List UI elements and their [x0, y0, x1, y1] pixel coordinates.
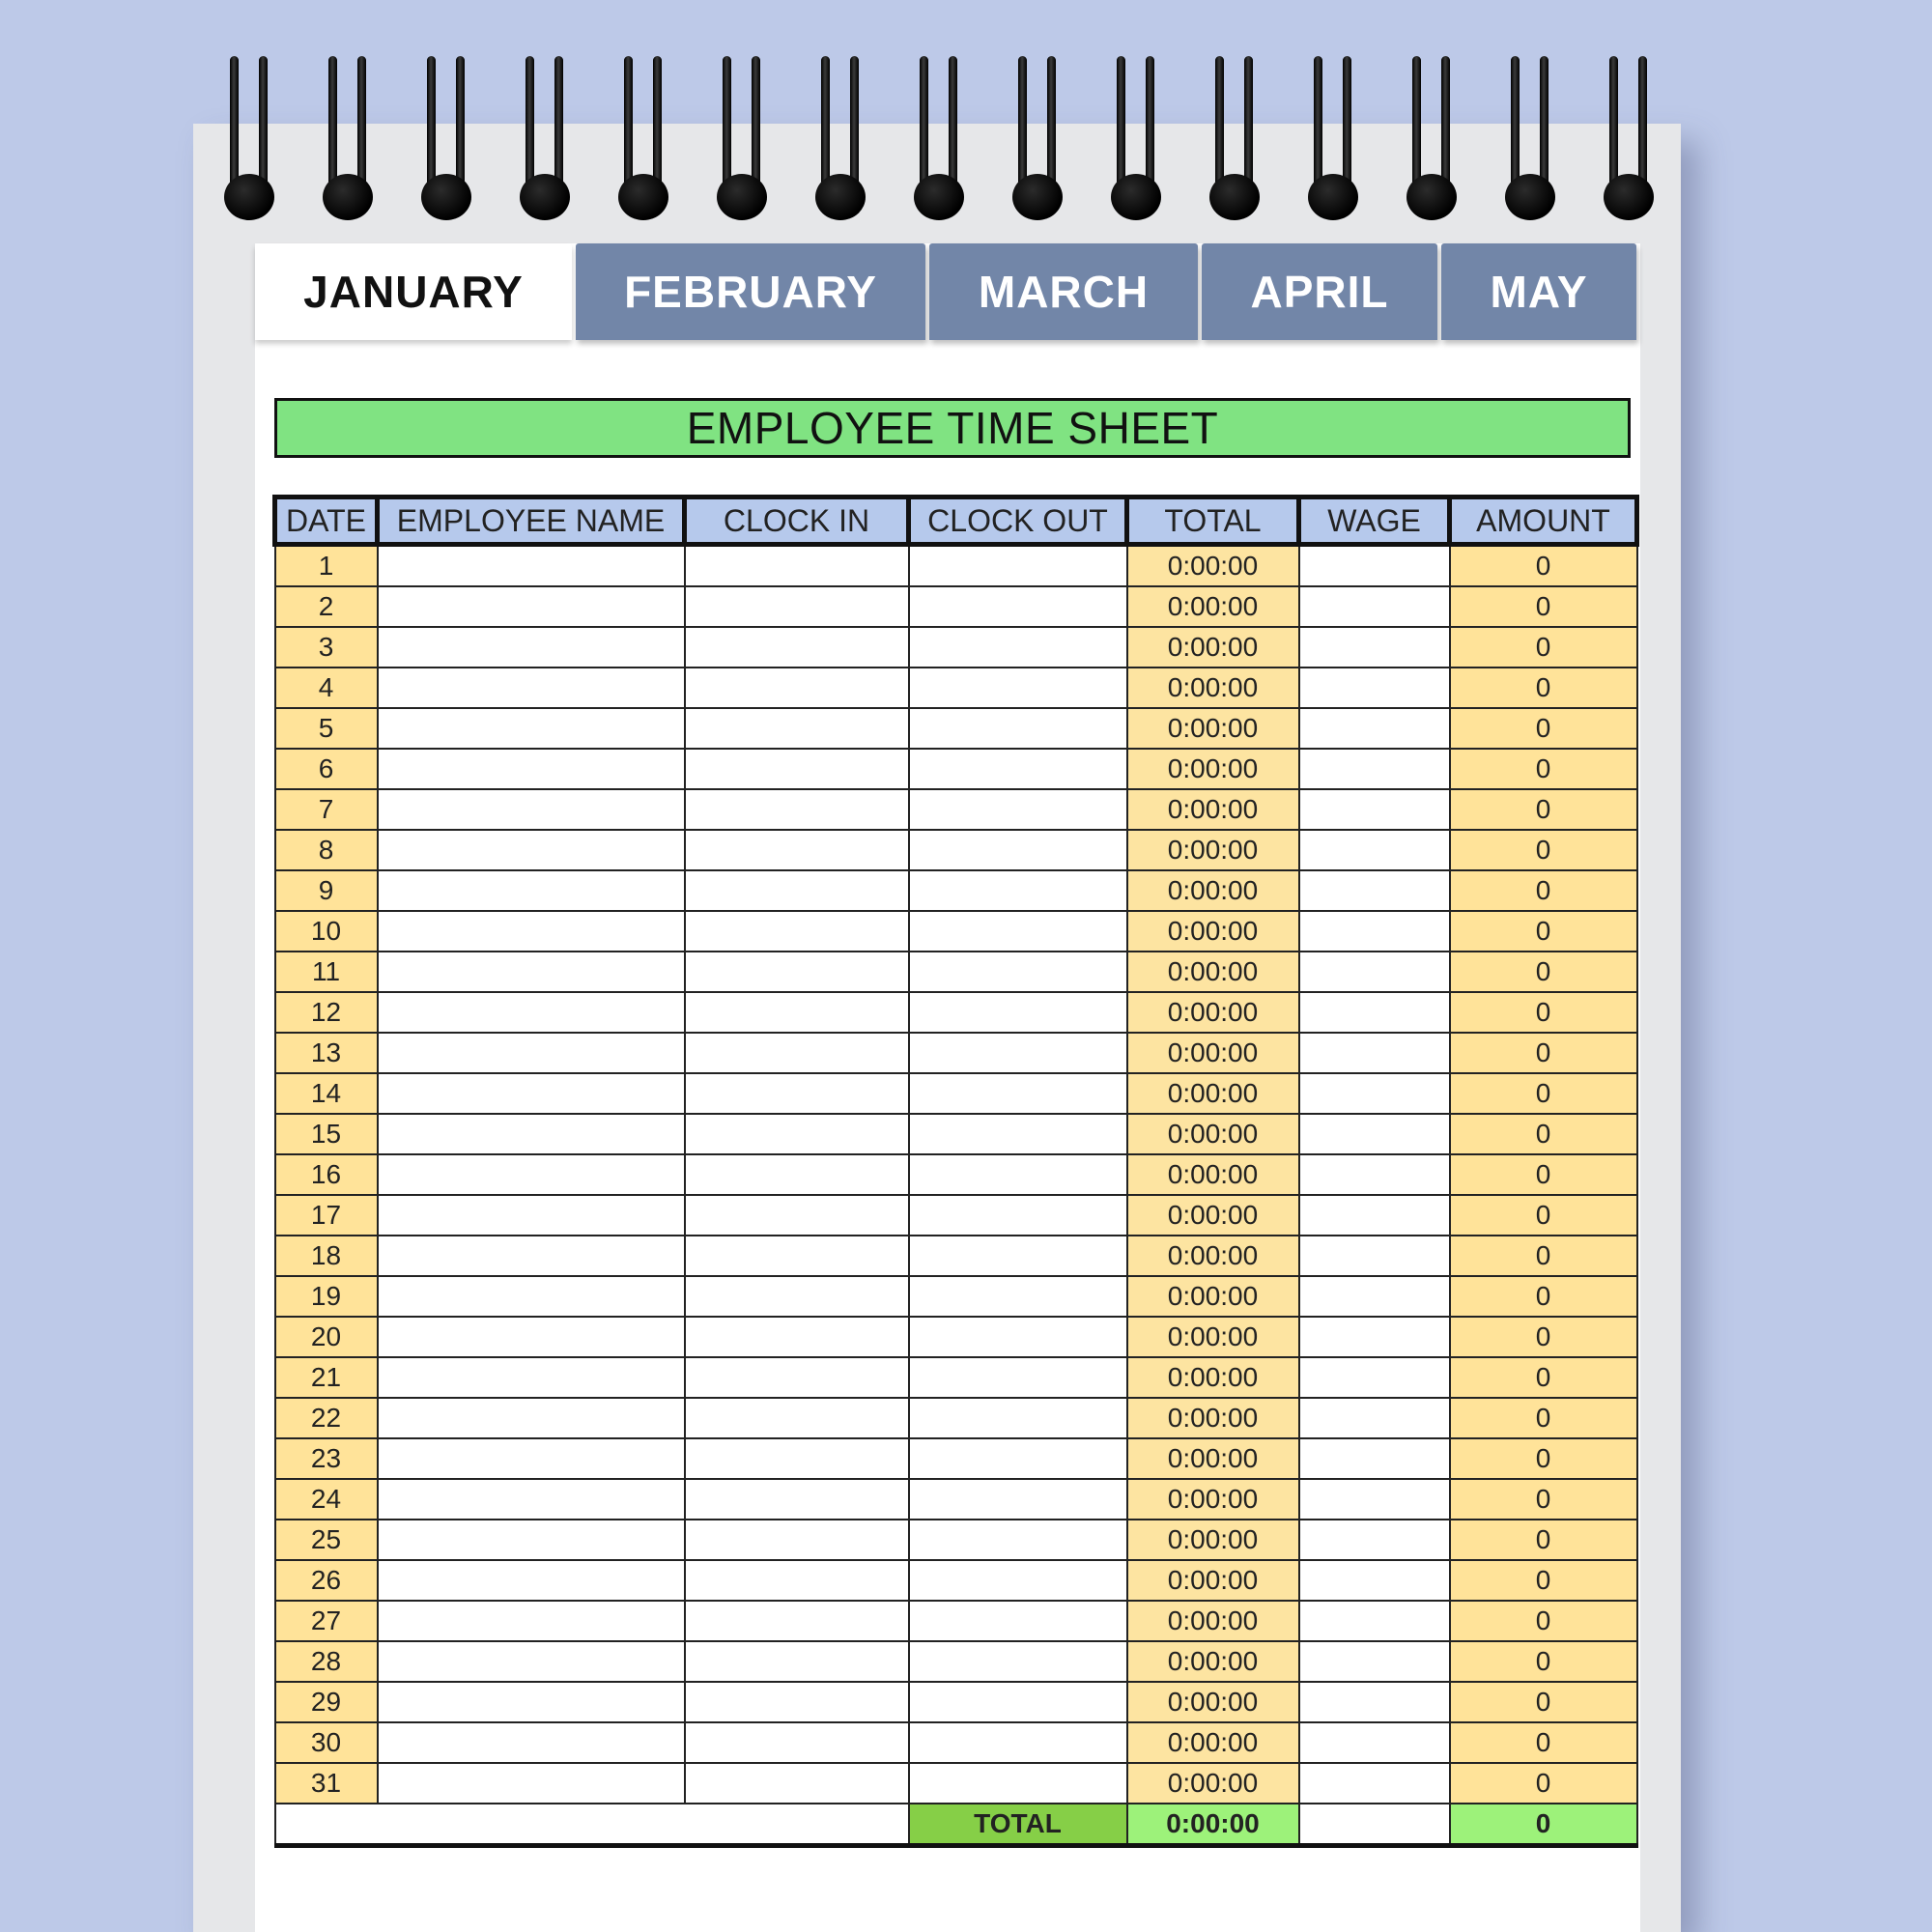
table-row [275, 668, 1637, 708]
footer-total-time: 0:00:00 [1127, 1804, 1299, 1846]
wage-cell[interactable] [1299, 1073, 1450, 1114]
wage-cell[interactable] [1299, 1479, 1450, 1520]
header-clock-in: CLOCK IN [685, 497, 909, 545]
clock-out-cell[interactable] [909, 1641, 1127, 1682]
clock-out-cell[interactable] [909, 1601, 1127, 1641]
table-row [275, 708, 1637, 749]
amount-cell: 0 [1450, 1114, 1637, 1154]
table-row [275, 1357, 1637, 1398]
amount-cell: 0 [1450, 1033, 1637, 1073]
date-cell: 19 [275, 1276, 378, 1317]
clock-out-cell[interactable] [909, 1763, 1127, 1804]
tab-march[interactable]: MARCH [929, 243, 1198, 340]
date-cell: 28 [275, 1641, 378, 1682]
amount-cell: 0 [1450, 668, 1637, 708]
wage-cell[interactable] [1299, 1357, 1450, 1398]
wage-cell[interactable] [1299, 1601, 1450, 1641]
wage-cell[interactable] [1299, 789, 1450, 830]
table-row [275, 586, 1637, 627]
date-cell: 15 [275, 1114, 378, 1154]
table-row [275, 1276, 1637, 1317]
wage-cell[interactable] [1299, 992, 1450, 1033]
amount-cell: 0 [1450, 1317, 1637, 1357]
total-cell: 0:00:00 [1127, 708, 1299, 749]
clock-out-cell[interactable] [909, 627, 1127, 668]
wage-cell[interactable] [1299, 870, 1450, 911]
wage-cell[interactable] [1299, 1722, 1450, 1763]
employee-name-cell[interactable] [378, 586, 685, 627]
date-cell: 21 [275, 1357, 378, 1398]
date-cell: 17 [275, 1195, 378, 1236]
date-cell: 27 [275, 1601, 378, 1641]
table-row [275, 1114, 1637, 1154]
clock-in-cell[interactable] [685, 992, 909, 1033]
table-row [275, 749, 1637, 789]
date-cell: 16 [275, 1154, 378, 1195]
tab-may[interactable]: MAY [1441, 243, 1636, 340]
amount-cell: 0 [1450, 992, 1637, 1033]
date-cell: 3 [275, 627, 378, 668]
header-total: TOTAL [1127, 497, 1299, 545]
amount-cell: 0 [1450, 1641, 1637, 1682]
clock-out-cell[interactable] [909, 668, 1127, 708]
wage-cell[interactable] [1299, 1236, 1450, 1276]
clock-out-cell[interactable] [909, 911, 1127, 952]
table-row [275, 1317, 1637, 1357]
total-cell: 0:00:00 [1127, 1560, 1299, 1601]
clock-in-cell[interactable] [685, 830, 909, 870]
date-cell: 29 [275, 1682, 378, 1722]
table-row [275, 1601, 1637, 1641]
clock-in-cell[interactable] [685, 911, 909, 952]
wage-cell[interactable] [1299, 952, 1450, 992]
employee-name-cell[interactable] [378, 952, 685, 992]
employee-name-cell[interactable] [378, 1601, 685, 1641]
date-cell: 7 [275, 789, 378, 830]
employee-name-cell[interactable] [378, 870, 685, 911]
clock-in-cell[interactable] [685, 789, 909, 830]
clock-out-cell[interactable] [909, 1357, 1127, 1398]
clock-out-cell[interactable] [909, 708, 1127, 749]
total-cell: 0:00:00 [1127, 1114, 1299, 1154]
footer-total-amount: 0 [1450, 1804, 1637, 1846]
date-cell: 31 [275, 1763, 378, 1804]
clock-out-cell[interactable] [909, 1317, 1127, 1357]
employee-name-cell[interactable] [378, 1520, 685, 1560]
clock-out-cell[interactable] [909, 1276, 1127, 1317]
amount-cell: 0 [1450, 1357, 1637, 1398]
table-row [275, 545, 1637, 587]
total-cell: 0:00:00 [1127, 1236, 1299, 1276]
amount-cell: 0 [1450, 1520, 1637, 1560]
wage-cell[interactable] [1299, 708, 1450, 749]
date-cell: 2 [275, 586, 378, 627]
employee-name-cell[interactable] [378, 627, 685, 668]
clock-out-cell[interactable] [909, 789, 1127, 830]
amount-cell: 0 [1450, 1479, 1637, 1520]
table-row [275, 1073, 1637, 1114]
table-row [275, 627, 1637, 668]
table-row [275, 870, 1637, 911]
table-row [275, 1154, 1637, 1195]
clock-in-cell[interactable] [685, 1763, 909, 1804]
clock-out-cell[interactable] [909, 1073, 1127, 1114]
clock-in-cell[interactable] [685, 1154, 909, 1195]
total-cell: 0:00:00 [1127, 1195, 1299, 1236]
date-cell: 10 [275, 911, 378, 952]
amount-cell: 0 [1450, 1276, 1637, 1317]
wage-cell[interactable] [1299, 1641, 1450, 1682]
total-cell: 0:00:00 [1127, 1033, 1299, 1073]
table-row [275, 1479, 1637, 1520]
total-cell: 0:00:00 [1127, 1438, 1299, 1479]
wage-cell[interactable] [1299, 1763, 1450, 1804]
employee-name-cell[interactable] [378, 545, 685, 587]
wage-cell[interactable] [1299, 1154, 1450, 1195]
wage-cell[interactable] [1299, 1033, 1450, 1073]
clock-out-cell[interactable] [909, 1154, 1127, 1195]
table-row [275, 789, 1637, 830]
clock-out-cell[interactable] [909, 1479, 1127, 1520]
wage-cell[interactable] [1299, 1438, 1450, 1479]
header-wage: WAGE [1299, 497, 1450, 545]
clock-in-cell[interactable] [685, 668, 909, 708]
total-cell: 0:00:00 [1127, 1073, 1299, 1114]
amount-cell: 0 [1450, 545, 1637, 587]
table-row [275, 1438, 1637, 1479]
clock-in-cell[interactable] [685, 1641, 909, 1682]
total-cell: 0:00:00 [1127, 1398, 1299, 1438]
total-cell: 0:00:00 [1127, 1641, 1299, 1682]
total-cell: 0:00:00 [1127, 545, 1299, 587]
total-cell: 0:00:00 [1127, 1357, 1299, 1398]
employee-name-cell[interactable] [378, 1398, 685, 1438]
total-cell: 0:00:00 [1127, 789, 1299, 830]
wage-cell[interactable] [1299, 1560, 1450, 1601]
total-cell: 0:00:00 [1127, 952, 1299, 992]
clock-out-cell[interactable] [909, 1520, 1127, 1560]
header-amount: AMOUNT [1450, 497, 1637, 545]
employee-name-cell[interactable] [378, 1763, 685, 1804]
table-row [275, 830, 1637, 870]
date-cell: 12 [275, 992, 378, 1033]
amount-cell: 0 [1450, 789, 1637, 830]
clock-out-cell[interactable] [909, 1236, 1127, 1276]
clock-in-cell[interactable] [685, 1033, 909, 1073]
employee-name-cell[interactable] [378, 1317, 685, 1357]
total-cell: 0:00:00 [1127, 870, 1299, 911]
clock-out-cell[interactable] [909, 992, 1127, 1033]
date-cell: 11 [275, 952, 378, 992]
total-cell: 0:00:00 [1127, 1722, 1299, 1763]
clock-in-cell[interactable] [685, 545, 909, 587]
total-cell: 0:00:00 [1127, 749, 1299, 789]
amount-cell: 0 [1450, 708, 1637, 749]
tab-april[interactable]: APRIL [1202, 243, 1437, 340]
sheet-title: EMPLOYEE TIME SHEET [274, 398, 1631, 458]
date-cell: 13 [275, 1033, 378, 1073]
footer-blank [275, 1804, 909, 1846]
employee-name-cell[interactable] [378, 911, 685, 952]
amount-cell: 0 [1450, 1682, 1637, 1722]
table-row [275, 1641, 1637, 1682]
wage-cell[interactable] [1299, 1520, 1450, 1560]
tab-february[interactable]: FEBRUARY [576, 243, 925, 340]
month-tabs [255, 243, 1640, 340]
table-row [275, 1763, 1637, 1804]
header-employee-name: EMPLOYEE NAME [378, 497, 685, 545]
clock-in-cell[interactable] [685, 586, 909, 627]
total-cell: 0:00:00 [1127, 668, 1299, 708]
table-row [275, 992, 1637, 1033]
total-cell: 0:00:00 [1127, 1276, 1299, 1317]
clock-in-cell[interactable] [685, 1317, 909, 1357]
clock-in-cell[interactable] [685, 1438, 909, 1479]
timesheet-table [272, 495, 1639, 1848]
wage-cell[interactable] [1299, 627, 1450, 668]
employee-name-cell[interactable] [378, 1114, 685, 1154]
clock-in-cell[interactable] [685, 1357, 909, 1398]
clock-out-cell[interactable] [909, 1438, 1127, 1479]
header-row [275, 497, 1637, 545]
date-cell: 1 [275, 545, 378, 587]
date-cell: 22 [275, 1398, 378, 1438]
table-row [275, 1560, 1637, 1601]
clock-in-cell[interactable] [685, 952, 909, 992]
employee-name-cell[interactable] [378, 1682, 685, 1722]
employee-name-cell[interactable] [378, 789, 685, 830]
table-row [275, 1722, 1637, 1763]
employee-name-cell[interactable] [378, 1641, 685, 1682]
clock-out-cell[interactable] [909, 1682, 1127, 1722]
wage-cell[interactable] [1299, 1682, 1450, 1722]
amount-cell: 0 [1450, 1398, 1637, 1438]
clock-in-cell[interactable] [685, 708, 909, 749]
wage-cell[interactable] [1299, 1195, 1450, 1236]
table-row [275, 1236, 1637, 1276]
amount-cell: 0 [1450, 1195, 1637, 1236]
footer-total-label: TOTAL [909, 1804, 1127, 1846]
header-date: DATE [275, 497, 378, 545]
footer-row [275, 1804, 1637, 1846]
wage-cell[interactable] [1299, 1114, 1450, 1154]
total-cell: 0:00:00 [1127, 911, 1299, 952]
employee-name-cell[interactable] [378, 1479, 685, 1520]
amount-cell: 0 [1450, 870, 1637, 911]
clock-out-cell[interactable] [909, 1033, 1127, 1073]
clock-in-cell[interactable] [685, 627, 909, 668]
clock-out-cell[interactable] [909, 952, 1127, 992]
amount-cell: 0 [1450, 586, 1637, 627]
clock-out-cell[interactable] [909, 830, 1127, 870]
amount-cell: 0 [1450, 911, 1637, 952]
amount-cell: 0 [1450, 952, 1637, 992]
amount-cell: 0 [1450, 1560, 1637, 1601]
clock-out-cell[interactable] [909, 1722, 1127, 1763]
wage-cell[interactable] [1299, 586, 1450, 627]
wage-cell[interactable] [1299, 830, 1450, 870]
wage-cell[interactable] [1299, 911, 1450, 952]
wage-cell[interactable] [1299, 1276, 1450, 1317]
total-cell: 0:00:00 [1127, 1317, 1299, 1357]
employee-name-cell[interactable] [378, 1195, 685, 1236]
amount-cell: 0 [1450, 627, 1637, 668]
amount-cell: 0 [1450, 1154, 1637, 1195]
clock-in-cell[interactable] [685, 1276, 909, 1317]
date-cell: 8 [275, 830, 378, 870]
employee-name-cell[interactable] [378, 1722, 685, 1763]
total-cell: 0:00:00 [1127, 627, 1299, 668]
employee-name-cell[interactable] [378, 1357, 685, 1398]
employee-name-cell[interactable] [378, 1276, 685, 1317]
clock-out-cell[interactable] [909, 1398, 1127, 1438]
clock-in-cell[interactable] [685, 1560, 909, 1601]
employee-name-cell[interactable] [378, 1033, 685, 1073]
amount-cell: 0 [1450, 1722, 1637, 1763]
total-cell: 0:00:00 [1127, 1763, 1299, 1804]
employee-name-cell[interactable] [378, 1236, 685, 1276]
clock-in-cell[interactable] [685, 1479, 909, 1520]
total-cell: 0:00:00 [1127, 830, 1299, 870]
wage-cell[interactable] [1299, 1317, 1450, 1357]
table-row [275, 1682, 1637, 1722]
wage-cell[interactable] [1299, 749, 1450, 789]
clock-in-cell[interactable] [685, 1236, 909, 1276]
employee-name-cell[interactable] [378, 708, 685, 749]
amount-cell: 0 [1450, 1601, 1637, 1641]
date-cell: 9 [275, 870, 378, 911]
footer-wage-blank [1299, 1804, 1450, 1846]
clock-out-cell[interactable] [909, 1560, 1127, 1601]
date-cell: 25 [275, 1520, 378, 1560]
wage-cell[interactable] [1299, 545, 1450, 587]
date-cell: 6 [275, 749, 378, 789]
date-cell: 5 [275, 708, 378, 749]
employee-name-cell[interactable] [378, 749, 685, 789]
date-cell: 14 [275, 1073, 378, 1114]
table-row [275, 952, 1637, 992]
date-cell: 23 [275, 1438, 378, 1479]
clock-in-cell[interactable] [685, 749, 909, 789]
table-row [275, 1033, 1637, 1073]
clock-in-cell[interactable] [685, 1601, 909, 1641]
total-cell: 0:00:00 [1127, 992, 1299, 1033]
clock-out-cell[interactable] [909, 749, 1127, 789]
amount-cell: 0 [1450, 1438, 1637, 1479]
total-cell: 0:00:00 [1127, 586, 1299, 627]
total-cell: 0:00:00 [1127, 1682, 1299, 1722]
amount-cell: 0 [1450, 749, 1637, 789]
employee-name-cell[interactable] [378, 1560, 685, 1601]
tab-january[interactable]: JANUARY [255, 243, 572, 340]
wage-cell[interactable] [1299, 668, 1450, 708]
clock-out-cell[interactable] [909, 870, 1127, 911]
employee-name-cell[interactable] [378, 1154, 685, 1195]
amount-cell: 0 [1450, 1073, 1637, 1114]
clock-in-cell[interactable] [685, 1520, 909, 1560]
clock-out-cell[interactable] [909, 545, 1127, 587]
clock-in-cell[interactable] [685, 1114, 909, 1154]
date-cell: 18 [275, 1236, 378, 1276]
wage-cell[interactable] [1299, 1398, 1450, 1438]
date-cell: 26 [275, 1560, 378, 1601]
date-cell: 4 [275, 668, 378, 708]
clock-out-cell[interactable] [909, 1114, 1127, 1154]
total-cell: 0:00:00 [1127, 1601, 1299, 1641]
amount-cell: 0 [1450, 830, 1637, 870]
clock-in-cell[interactable] [685, 870, 909, 911]
clock-out-cell[interactable] [909, 586, 1127, 627]
employee-name-cell[interactable] [378, 668, 685, 708]
total-cell: 0:00:00 [1127, 1479, 1299, 1520]
employee-name-cell[interactable] [378, 992, 685, 1033]
date-cell: 20 [275, 1317, 378, 1357]
clock-in-cell[interactable] [685, 1073, 909, 1114]
table-row [275, 911, 1637, 952]
amount-cell: 0 [1450, 1236, 1637, 1276]
total-cell: 0:00:00 [1127, 1520, 1299, 1560]
total-cell: 0:00:00 [1127, 1154, 1299, 1195]
table-row [275, 1195, 1637, 1236]
employee-name-cell[interactable] [378, 1073, 685, 1114]
employee-name-cell[interactable] [378, 830, 685, 870]
clock-out-cell[interactable] [909, 1195, 1127, 1236]
clock-in-cell[interactable] [685, 1195, 909, 1236]
header-clock-out: CLOCK OUT [909, 497, 1127, 545]
clock-in-cell[interactable] [685, 1682, 909, 1722]
clock-in-cell[interactable] [685, 1722, 909, 1763]
date-cell: 30 [275, 1722, 378, 1763]
table-row [275, 1520, 1637, 1560]
table-row [275, 1398, 1637, 1438]
employee-name-cell[interactable] [378, 1438, 685, 1479]
clock-in-cell[interactable] [685, 1398, 909, 1438]
amount-cell: 0 [1450, 1763, 1637, 1804]
date-cell: 24 [275, 1479, 378, 1520]
